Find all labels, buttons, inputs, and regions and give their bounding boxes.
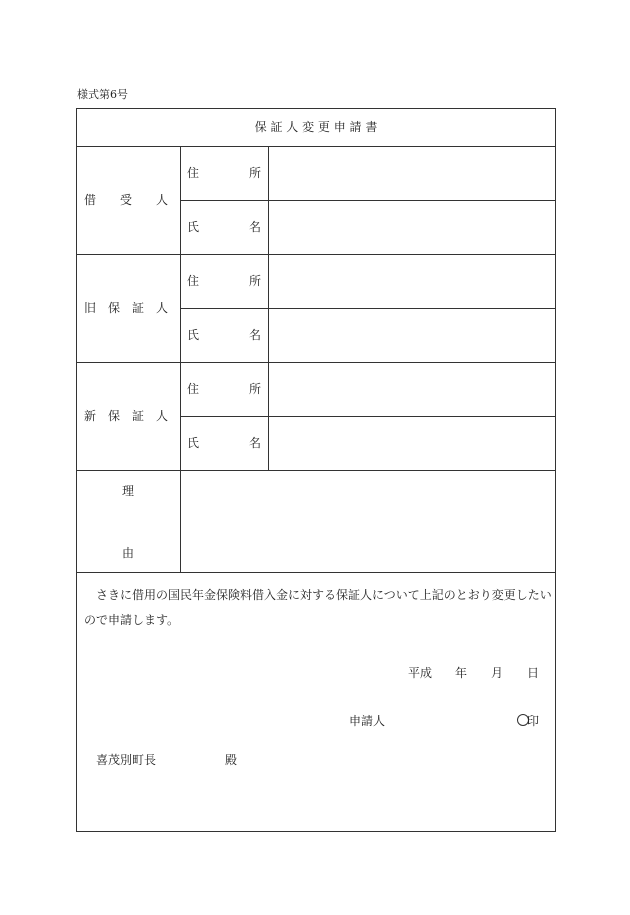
rule-sec1-mid [180, 200, 556, 201]
field-label-name-b: 名 [249, 436, 262, 450]
form-number: 様式第6号 [77, 88, 128, 101]
date-day: 日 [527, 666, 540, 680]
field-label-name-b: 名 [249, 220, 262, 234]
rule-sec2-bottom [76, 362, 556, 363]
rule-sec3-mid [180, 416, 556, 417]
statement-line-1: さきに借用の国民年金保険料借入金に対する保証人について上記のとおり変更したい [96, 588, 552, 602]
field-label-name-a: 氏 [187, 328, 200, 342]
field-label-address-b: 所 [249, 166, 262, 180]
date-month: 月 [491, 666, 504, 680]
field-label-name-a: 氏 [187, 220, 200, 234]
section-label-new-guarantor: 新 保 証 人 [84, 409, 169, 423]
section-label-borrower: 借 受 人 [84, 193, 169, 207]
rule-sec2-mid [180, 308, 556, 309]
rule-title-bottom [76, 146, 556, 147]
section-label-old-guarantor: 旧 保 証 人 [84, 301, 169, 315]
field-label-address-b: 所 [249, 274, 262, 288]
field-label-address-a: 住 [187, 274, 200, 288]
rule-sec3-bottom [76, 470, 556, 471]
applicant-label: 申請人 [349, 714, 386, 728]
rule-sec1-bottom [76, 254, 556, 255]
rule-label-column [180, 146, 181, 572]
form-title: 保 証 人 変 更 申 請 書 [254, 120, 378, 134]
field-label-address-b: 所 [249, 382, 262, 396]
field-label-address-a: 住 [187, 166, 200, 180]
field-label-address-a: 住 [187, 382, 200, 396]
seal-mark: 印 [527, 714, 540, 728]
date-era: 平成 [408, 666, 433, 680]
honorific: 殿 [225, 753, 238, 767]
reason-label-char-1: 理 [122, 484, 135, 498]
rule-reason-bottom [76, 572, 556, 573]
statement-line-2: ので申請します。 [84, 613, 180, 627]
field-label-name-a: 氏 [187, 436, 200, 450]
date-year: 年 [455, 666, 468, 680]
rule-field-column [268, 146, 269, 470]
recipient: 喜茂別町長 [96, 753, 157, 767]
reason-label-char-2: 由 [122, 546, 135, 560]
field-label-name-b: 名 [249, 328, 262, 342]
